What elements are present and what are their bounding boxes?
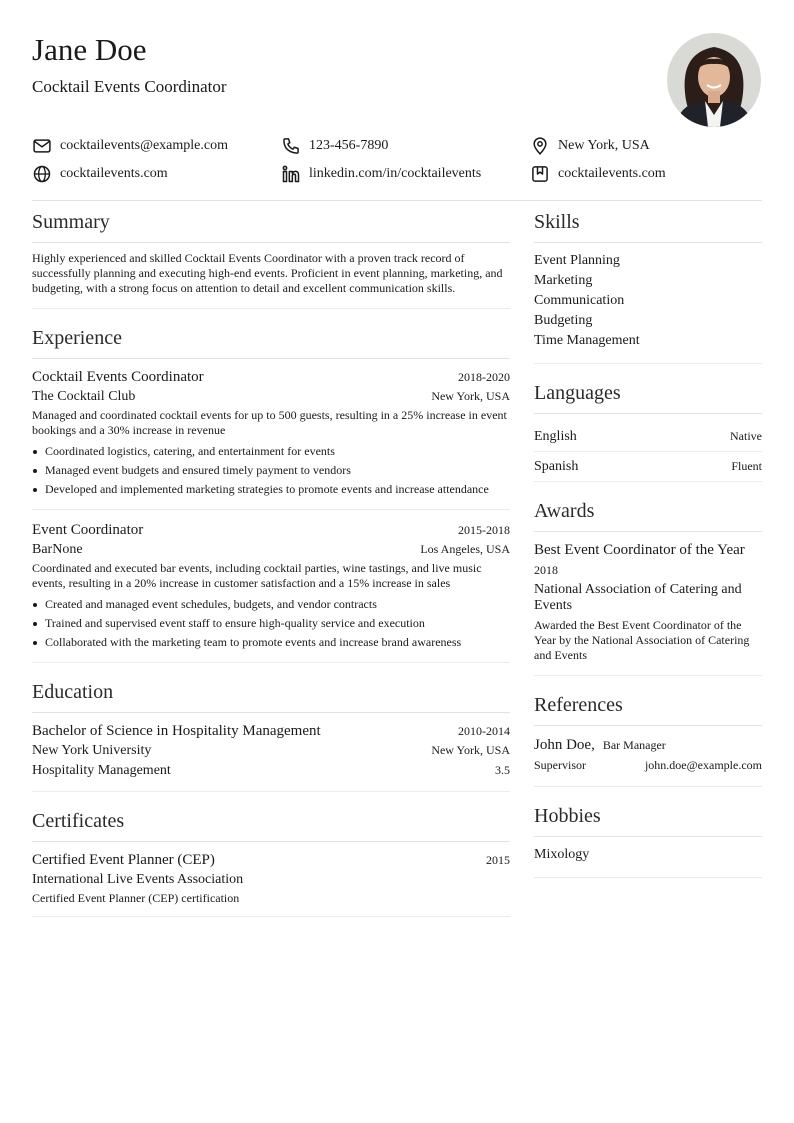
avatar <box>667 33 761 127</box>
globe-icon <box>32 164 52 184</box>
job-bullets <box>32 442 510 499</box>
reference-header <box>534 734 762 756</box>
gpa-value: 3.5 <box>495 763 510 777</box>
certificate-issuer: International Live Events Association <box>32 872 244 887</box>
left-column <box>32 206 510 930</box>
contact-phone[interactable] <box>281 132 388 160</box>
language-name: English <box>534 428 577 444</box>
profile-photo <box>667 33 761 127</box>
candidate-title: Cocktail Events Coordinator <box>32 77 227 96</box>
certificate-description: Certified Event Planner (CEP) certification <box>32 891 240 905</box>
certificates-heading: Certificates <box>32 805 510 842</box>
references-section <box>534 689 762 787</box>
language-level: Fluent <box>731 459 762 473</box>
right-column <box>534 206 762 891</box>
reference-relation: Supervisor <box>534 758 586 772</box>
experience-heading: Experience <box>32 322 510 359</box>
job-bullets <box>32 595 510 652</box>
awards-section <box>534 495 762 676</box>
skill-item: Marketing <box>534 273 593 288</box>
certificate-entry <box>32 850 510 916</box>
school-name: New York University <box>32 743 152 758</box>
bullet-item: Trained and supervised event staff to ensure high-quality service and execution <box>32 614 510 633</box>
contact-portfolio[interactable] <box>530 160 666 188</box>
hobby-item: Mixology <box>534 847 590 862</box>
summary-text: Highly experienced and skilled Cocktail Events Coordinator with a proven track record of successfully planning and executing high-end events. Proficient in event planning, marketing, and budgeting, with a strong focus on attention to detail and excellent communication skills. <box>32 251 503 295</box>
school-location: New York, USA <box>431 743 510 757</box>
skills-section <box>534 206 762 364</box>
mail-icon <box>32 136 52 156</box>
certificates-section <box>32 805 510 917</box>
award-year: 2018 <box>534 563 558 577</box>
company-name: BarNone <box>32 542 83 557</box>
hobbies-section <box>534 800 762 878</box>
contact-website[interactable] <box>32 160 168 188</box>
reference-role: Bar Manager <box>602 738 666 752</box>
bullet-item: Created and managed event schedules, budgets, and vendor contracts <box>32 595 510 614</box>
awards-heading: Awards <box>534 495 762 532</box>
contact-portfolio-text: cocktailevents.com <box>558 166 666 181</box>
field-of-study: Hospitality Management <box>32 763 171 778</box>
reference-name: John Doe, <box>534 737 595 753</box>
contact-website-text: cocktailevents.com <box>60 166 168 181</box>
contact-email-text: cocktailevents@example.com <box>60 138 228 153</box>
references-heading: References <box>534 689 762 726</box>
reference-details <box>534 756 762 786</box>
award-organization: National Association of Catering and Events <box>534 582 742 613</box>
languages-section <box>534 377 762 482</box>
contact-linkedin-text: linkedin.com/in/cocktailevents <box>309 166 482 181</box>
candidate-name: Jane Doe <box>32 32 147 67</box>
reference-email[interactable]: john.doe@example.com <box>644 758 762 772</box>
education-entry <box>32 721 510 791</box>
education-dates: 2010-2014 <box>458 724 510 738</box>
experience-section <box>32 322 510 663</box>
phone-icon <box>281 136 301 156</box>
job-dates: 2018-2020 <box>458 370 510 384</box>
skill-item: Budgeting <box>534 313 593 328</box>
certificate-name: Certified Event Planner (CEP) <box>32 852 215 868</box>
languages-heading: Languages <box>534 377 762 414</box>
bullet-item: Collaborated with the marketing team to promote events and increase brand awareness <box>32 633 510 652</box>
award-title: Best Event Coordinator of the Year <box>534 542 745 558</box>
award-description: Awarded the Best Event Coordinator of the Year by the National Association of Catering and Events <box>534 618 750 662</box>
company-name: The Cocktail Club <box>32 389 136 404</box>
skill-item: Event Planning <box>534 253 620 268</box>
job-title: Cocktail Events Coordinator <box>32 369 204 385</box>
summary-heading: Summary <box>32 206 510 243</box>
skills-list <box>534 251 762 363</box>
language-level: Native <box>730 429 762 443</box>
skill-item: Time Management <box>534 333 640 348</box>
contact-location-text: New York, USA <box>558 138 650 153</box>
contact-phone-text: 123-456-7890 <box>309 138 389 153</box>
location-icon <box>530 136 550 156</box>
language-item <box>534 422 762 451</box>
degree-name: Bachelor of Science in Hospitality Management <box>32 723 321 739</box>
skills-heading: Skills <box>534 206 762 243</box>
education-section <box>32 676 510 792</box>
linkedin-icon <box>281 164 301 184</box>
bookmark-icon <box>530 164 550 184</box>
job-location: Los Angeles, USA <box>420 542 510 556</box>
language-name: Spanish <box>534 458 579 474</box>
contact-location <box>530 132 650 160</box>
experience-entry <box>32 367 510 509</box>
bullet-item: Coordinated logistics, catering, and entertainment for events <box>32 442 510 461</box>
job-title: Event Coordinator <box>32 522 144 538</box>
skill-item: Communication <box>534 293 625 308</box>
bullet-item: Developed and implemented marketing strategies to promote events and increase attendance <box>32 480 510 499</box>
job-dates: 2015-2018 <box>458 523 510 537</box>
contact-linkedin[interactable] <box>281 160 481 188</box>
language-item <box>534 451 762 481</box>
certificate-year: 2015 <box>486 853 510 867</box>
hobbies-heading: Hobbies <box>534 800 762 837</box>
job-description: Managed and coordinated cocktail events for up to 500 guests, resulting in a 25% increase in event bookings and a 30% increase in revenue <box>32 408 507 437</box>
contact-email[interactable] <box>32 132 228 160</box>
education-heading: Education <box>32 676 510 713</box>
experience-entry <box>32 509 510 662</box>
bullet-item: Managed event budgets and ensured timely payment to vendors <box>32 461 510 480</box>
summary-section <box>32 206 510 309</box>
job-location: New York, USA <box>431 389 510 403</box>
header-divider <box>32 200 762 201</box>
job-description: Coordinated and executed bar events, including cocktail parties, wine tastings, and live music events, resulting in a 20% increase in customer satisfaction and a 15% increase in sales <box>32 561 482 590</box>
